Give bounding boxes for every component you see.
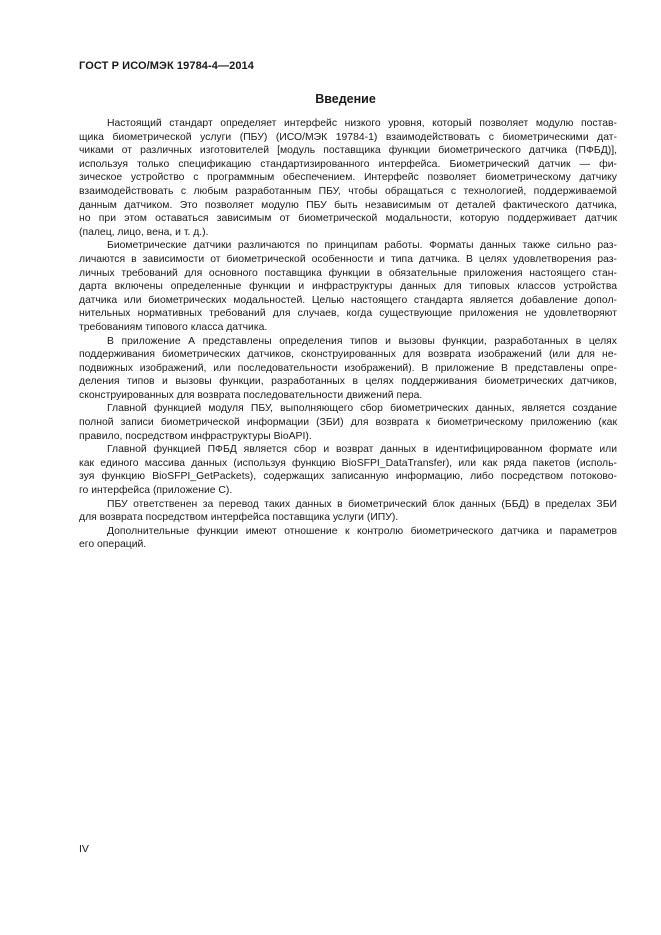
paragraph [79, 525, 617, 552]
text-line: полной записи биометрической информации (ЗБИ) для возврата к биометрическому приложению (как [79, 417, 617, 429]
text-line: его операций. [79, 539, 147, 551]
text-line: используя только спецификацию стандартизированного интерфейса. Биометрический датчик — фи- [79, 158, 617, 170]
standard-header: ГОСТ Р ИСО/МЭК 19784-4—2014 [79, 60, 254, 72]
text-line: данным датчиком. Это позволяет модулю ПБУ быть независимым от деталей фактического датчика, [79, 199, 617, 211]
paragraph [79, 335, 617, 403]
text-line: датчика или биометрических модальностей. Целью настоящего стандарта является добавление допол- [79, 294, 617, 306]
text-line: зическое устройство с программным обеспечением. Интерфейс позволяет биометрическому датчику [79, 172, 617, 184]
text-line: го интерфейса (приложение С). [79, 485, 233, 497]
paragraph [79, 443, 617, 497]
text-line: взаимодействовать с любым разработанным ПБУ, чтобы обращаться с технологией, поддерживаемой [79, 185, 617, 197]
text-line: личных требований для основного поставщика функции в обязательные приложения настоящего стан- [79, 267, 617, 279]
text-line: Биометрические датчики различаются по принципам работы. Форматы данных также сильно раз- [107, 240, 617, 252]
paragraph [79, 117, 617, 239]
paragraph [79, 402, 617, 443]
text-line: Главной функцией модуля ПБУ, выполняющего сбор биометрических данных, является создание [107, 403, 617, 415]
text-line: чиками от различных изготовителей [модуль поставщика функции биометрического датчика (ПФБД)], [79, 145, 617, 157]
text-line: подвижных изображений, или последовательности изображений). В приложение В представлены опре- [79, 362, 617, 374]
page-number: IV [79, 843, 89, 855]
text-line: Главной функцией ПФБД является сбор и возврат данных в идентифицированном формате или [107, 444, 617, 456]
text-line: деления типов и вызовы функции, разработанных в целях поддерживания биометрических датчиков, [79, 376, 617, 388]
paragraph [79, 498, 617, 525]
text-line: личаются в зависимости от биометрической особенности и типа датчика. В целях удовлетворения раз- [79, 253, 617, 265]
text-line: ПБУ ответственен за перевод таких данных в биометрический блок данных (ББД) в пределах ЗБИ [107, 498, 617, 510]
text-line: Дополнительные функции имеют отношение к контролю биометрического датчика и параметров [107, 525, 617, 537]
text-line: поддерживания биометрических датчиков, сконструированных для возврата изображений (или для не- [79, 349, 617, 361]
text-line: (палец, лицо, вена, и т. д.). [79, 226, 209, 238]
text-line: но при этом оставаться зависимым от биометрической модальности, которую поддерживает датчик [79, 213, 617, 225]
text-line: нительных нормативных требований для случаев, когда существующие приложения не удовлетворяют [79, 308, 617, 320]
text-line: для возврата посредством интерфейса поставщика услуги (ИПУ). [79, 512, 399, 524]
text-line: сконструированных для возврата последовательности движений пера. [79, 389, 423, 401]
text-line: дарта включены определенные функции и инфраструктуры данных для типовых классов устройства [79, 281, 617, 293]
text-line: В приложение А представлены определения типов и вызовы функции, разработанных в целях [107, 335, 617, 347]
section-title: Введение [315, 92, 376, 106]
text-line: правило, посредством инфраструктуры BioAPI). [79, 430, 312, 442]
paragraph [79, 239, 617, 334]
body-text [79, 117, 617, 552]
text-line: Настоящий стандарт определяет интерфейс низкого уровня, который позволяет модулю постав- [107, 118, 617, 129]
text-line: щика биометрической услуги (ПБУ) (ИСО/МЭК 19784-1) взаимодействовать с биометрическими дат- [79, 131, 617, 143]
text-line: требованиям типового класса датчика. [79, 321, 268, 333]
text-line: зуя функцию BioSFPI_GetPackets), содержащих записанную информацию, либо посредством потоково- [79, 471, 617, 483]
text-line: как единого массива данных (используя функцию BioSFPI_DataTransfer), или как ряда пакетов (исполь- [79, 457, 617, 469]
